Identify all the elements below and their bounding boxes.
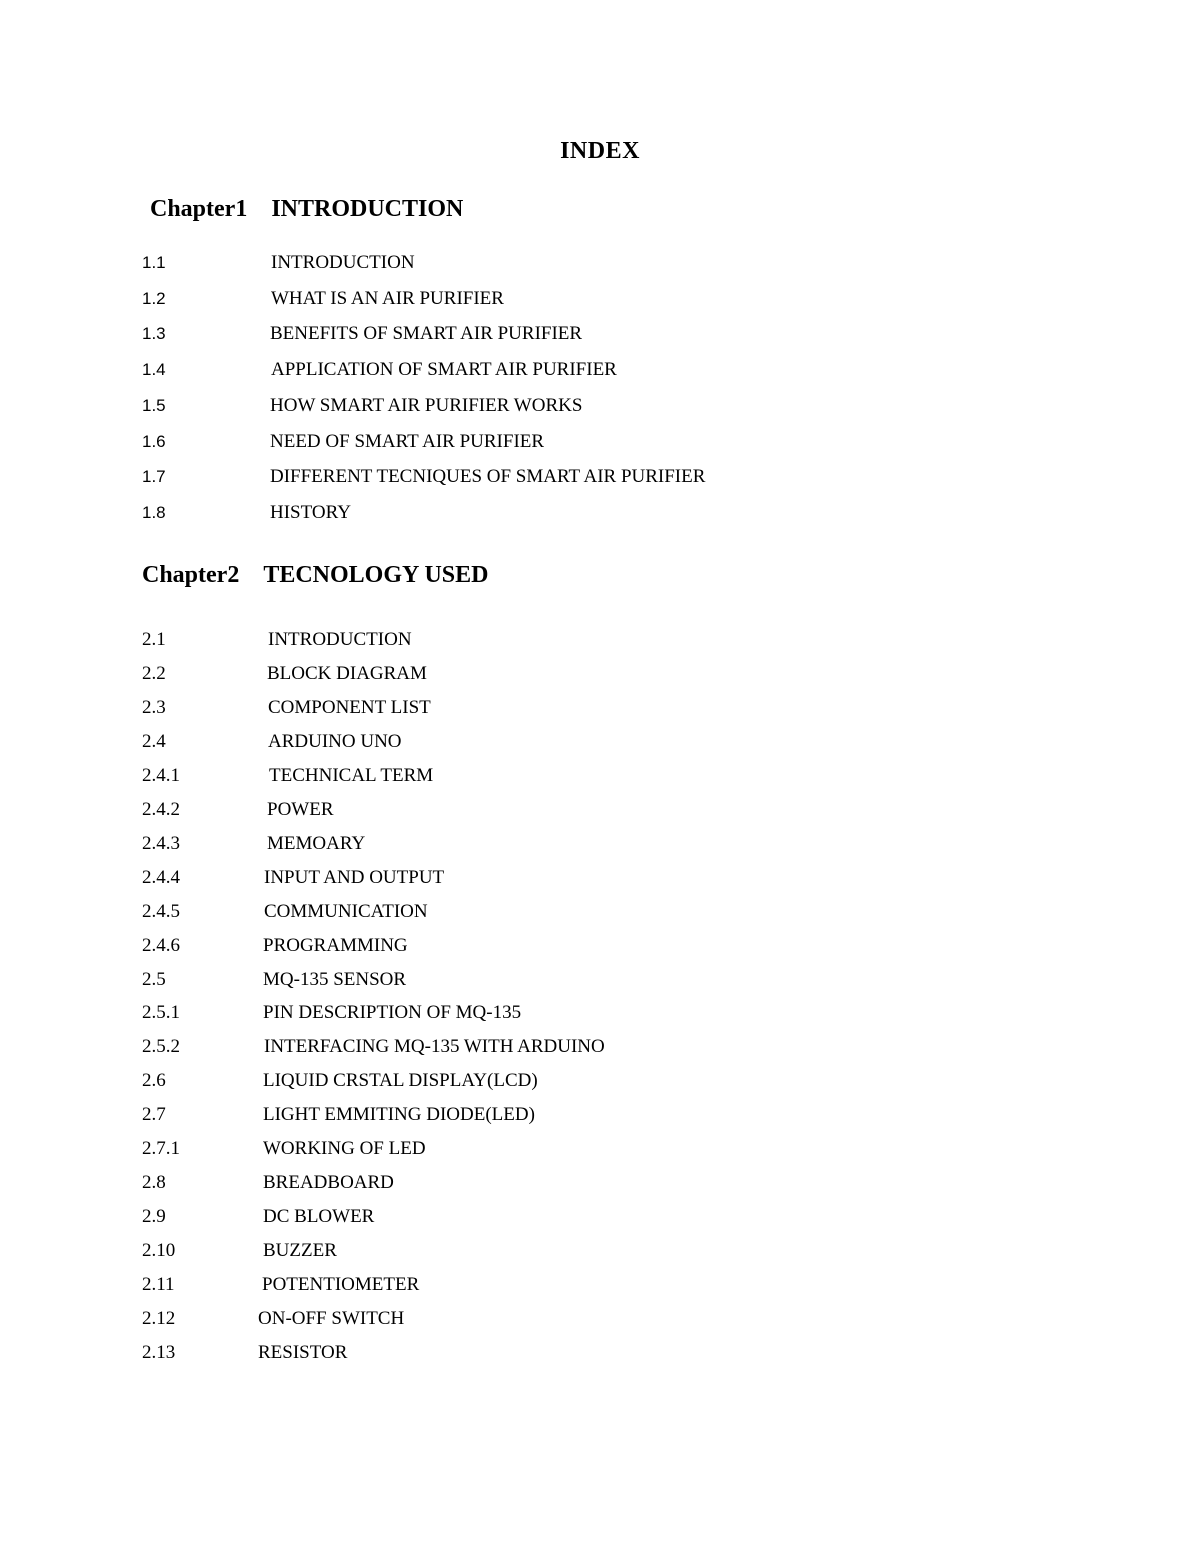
toc-entry-number: 1.5 (142, 395, 166, 415)
toc-entry-title: INPUT AND OUTPUT (264, 866, 445, 888)
toc-entry-number: 2.10 (142, 1240, 176, 1262)
toc-entry-title: HISTORY (270, 501, 351, 523)
toc-entry-title: COMPONENT LIST (268, 696, 431, 718)
toc-entry-number: 2.2 (142, 662, 166, 684)
toc-entry-title: BENEFITS OF SMART AIR PURIFIER (270, 323, 583, 345)
chapter-heading-2 (142, 562, 488, 589)
toc-entry-number: 1.4 (142, 360, 166, 380)
toc-entry-number: 2.5.2 (142, 1036, 180, 1058)
toc-entry-title: LIQUID CRSTAL DISPLAY(LCD) (263, 1070, 538, 1092)
toc-entry-number: 2.11 (142, 1274, 175, 1296)
toc-entry-number: 1.3 (142, 324, 166, 344)
toc-entry-number: 2.1 (142, 629, 166, 650)
toc-entry-number: 2.5 (142, 968, 166, 990)
toc-entry-number: 2.8 (142, 1172, 166, 1194)
toc-entry-title: MQ-135 SENSOR (263, 968, 407, 990)
toc-entry-title: INTRODUCTION (268, 629, 412, 650)
toc-entry-number: 2.9 (142, 1206, 166, 1228)
toc-entry-title: APPLICATION OF SMART AIR PURIFIER (271, 359, 617, 381)
toc-entry-title: RESISTOR (258, 1341, 348, 1363)
toc-entry-number: 2.13 (142, 1341, 176, 1363)
toc-entry-title: NEED OF SMART AIR PURIFIER (270, 430, 545, 452)
toc-entry-number: 1.7 (142, 467, 166, 487)
toc-entry-title: POWER (267, 798, 334, 820)
toc-entry-number: 2.4 (142, 730, 166, 752)
chapter-title: TECNOLOGY USED (263, 562, 489, 588)
chapter-number: Chapter1 (150, 196, 248, 222)
toc-entry-number: 2.5.1 (142, 1002, 180, 1024)
toc-entry-title: TECHNICAL TERM (269, 764, 434, 786)
toc-entry-title: POTENTIOMETER (262, 1274, 420, 1296)
toc-entry-number: 2.7.1 (142, 1138, 180, 1160)
toc-entry-title: DC BLOWER (263, 1206, 375, 1228)
toc-entry-title: BREADBOARD (263, 1172, 394, 1194)
toc-entry-number: 2.12 (142, 1308, 176, 1329)
chapter-title: INTRODUCTION (271, 196, 464, 222)
toc-entry-title: LIGHT EMMITING DIODE(LED) (263, 1104, 535, 1126)
toc-entry-number: 2.4.2 (142, 798, 180, 820)
toc-entry-title: INTRODUCTION (271, 252, 415, 273)
toc-entry-number: 1.2 (142, 288, 166, 308)
toc-entry-number: 2.4.6 (142, 934, 180, 956)
page-title: INDEX (560, 138, 640, 164)
toc-entry-number: 1.8 (142, 502, 166, 522)
toc-entry-title: DIFFERENT TECNIQUES OF SMART AIR PURIFIER (270, 466, 706, 488)
toc-entry-title: MEMOARY (267, 832, 366, 854)
chapter-number: Chapter2 (142, 562, 240, 588)
toc-entry-number: 1.6 (142, 431, 166, 451)
toc-entry-number: 2.6 (142, 1070, 166, 1092)
toc-entry-title: HOW SMART AIR PURIFIER WORKS (270, 394, 583, 416)
toc-entry-title: BUZZER (263, 1240, 337, 1262)
toc-entry-title: PIN DESCRIPTION OF MQ-135 (263, 1002, 522, 1024)
toc-entry-number: 2.3 (142, 696, 166, 718)
toc-entry-title: INTERFACING MQ-135 WITH ARDUINO (264, 1036, 605, 1058)
toc-entry-number: 2.4.3 (142, 832, 180, 854)
chapter-heading-1 (150, 196, 463, 223)
toc-entry-number: 2.4.1 (142, 764, 180, 786)
toc-entry-number: 2.4.4 (142, 866, 180, 888)
toc-entry-title: BLOCK DIAGRAM (267, 662, 427, 684)
toc-entry-number: 2.4.5 (142, 900, 180, 922)
toc-entry-title: WHAT IS AN AIR PURIFIER (271, 287, 504, 309)
toc-entry-number: 1.1 (142, 253, 166, 272)
toc-entry-title: ON-OFF SWITCH (258, 1308, 405, 1329)
toc-entry-title: PROGRAMMING (263, 934, 408, 956)
toc-entry-title: COMMUNICATION (264, 900, 428, 922)
toc-entry-title: ARDUINO UNO (268, 730, 402, 752)
toc-entry-number: 2.7 (142, 1104, 166, 1126)
toc-entry-title: WORKING OF LED (263, 1138, 426, 1160)
